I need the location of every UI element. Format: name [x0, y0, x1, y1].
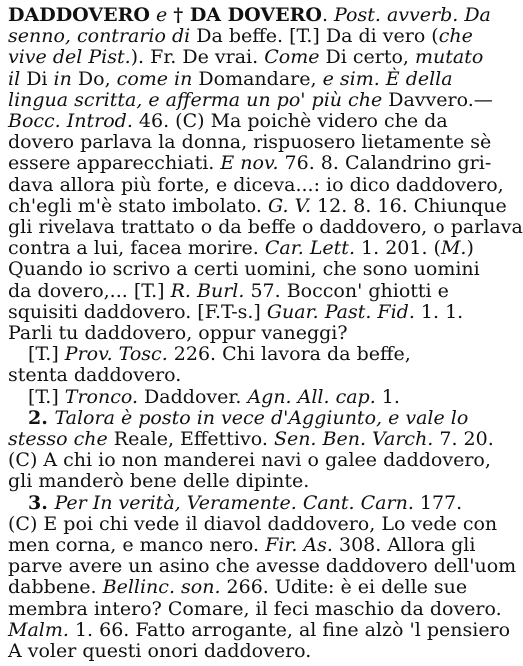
entry-text-segment: 308. Allora gli [332, 534, 476, 556]
entry-text-segment: dabbene. [8, 576, 103, 599]
entry-text-segment: 1. 1. [414, 300, 464, 323]
entry-text-segment: Post. avverb. Da [334, 4, 491, 26]
entry-text-segment: DADDOVERO [8, 4, 150, 26]
entry-text-segment: 2. [28, 406, 55, 429]
entry-text-segment: dovero parlava la donna, rispuosero lietamente sè [8, 131, 492, 154]
entry-text-segment: (C) E poi chi vede il diavol daddovero, Lo vede con [8, 512, 498, 535]
entry-text-segment: Per [54, 491, 87, 514]
entry-text-segment: 7. 20. [433, 428, 494, 450]
entry-text-segment: Daddover. [138, 385, 248, 408]
entry-text-segment: 1. 66. Fatto arrogante, al fine alzò 'l pensiero [68, 618, 511, 641]
entry-text-segment: Bellinc. son. [102, 576, 221, 599]
entry-text-segment: ) [466, 237, 474, 260]
entry-text-segment: 76. 8. Calandrino gri- [278, 152, 492, 175]
entry-line [8, 638, 464, 664]
entry-text-segment: squisiti daddovero. [F.T-s.] [8, 300, 267, 323]
entry-text-segment: stesso che [8, 428, 108, 450]
entry-text-segment: In verità, Veramente. [86, 491, 303, 514]
entry-text-segment: Talora è posto in vece d'Aggiunto, e vale lo [54, 406, 469, 429]
entry-text-segment: senno, contrario di [8, 25, 191, 48]
entry-text-segment: Di [20, 67, 54, 90]
entry-text-segment: ch'egli m'è stato imbolato. [8, 194, 268, 217]
entry-text-segment: (C) A chi io non manderei navi o galee daddovero, [8, 449, 491, 472]
entry-text-segment: e sim. È della [322, 67, 453, 90]
entry-text-segment: essere apparecchiati. [8, 152, 221, 175]
entry-text-segment: Da beffe. [T.] Da di vero ( [190, 25, 439, 48]
entry-text-segment: 57. Boccon' ghiotti e [244, 279, 449, 302]
entry-text-segment: Bocc. Introd. [8, 110, 133, 132]
entry-text-segment: gli rivelava trattato o da beffe o daddovero, o parlava [8, 216, 523, 238]
entry-text-segment: vive del Pist. [8, 46, 131, 69]
entry-text-segment: lingua scritta, e afferma un po' più che [8, 88, 383, 111]
entry-text-segment: E nov. [220, 152, 279, 175]
entry-text-segment: 3. [28, 491, 55, 514]
entry-text-segment: da dovero,... [T.] [8, 279, 171, 302]
entry-text-segment: . [321, 4, 335, 26]
entry-text-segment: Car. Lett. [264, 237, 355, 260]
entry-text-segment: 1. [375, 385, 400, 408]
entry-text-segment: 1. 201. ( [355, 237, 441, 260]
entry-text-segment: Cant. Carn. [302, 491, 414, 514]
entry-text-segment: Domandare, [192, 67, 323, 90]
entry-text-segment: dava allora più forte, e diceva...: io dico daddovero, [8, 173, 504, 196]
entry-text-segment: R. Burl. [170, 279, 245, 302]
entry-text-segment: che [438, 25, 473, 48]
entry-text-segment: stenta daddovero. [8, 364, 182, 387]
entry-text-segment: contra a lui, facea morire. [8, 237, 265, 260]
entry-text-segment: 12. 8. 16. Chiunque [311, 194, 507, 217]
entry-text-segment: Quando io scrivo a certi uomini, che sono uomini [8, 258, 480, 281]
entry-text-segment: M. [440, 237, 467, 260]
entry-text-segment: Do, [71, 67, 117, 90]
entry-text-segment: Tronco. [64, 385, 139, 408]
entry-text-segment: Malm. [8, 618, 69, 641]
entry-text-segment: come in [116, 67, 193, 90]
entry-text-segment: G. V. [267, 194, 312, 217]
entry-text-segment: A voler questi onori daddovero. [8, 640, 312, 662]
entry-text-segment: 266. Udite: è ei delle sue [220, 576, 468, 599]
entry-text-segment: Sen. Ben. Varch. [273, 428, 434, 450]
entry-text-segment: Fir. As. [265, 534, 333, 556]
entry-text-segment: parve avere un asino che avesse daddovero dell'uom [8, 555, 517, 578]
entry-text-segment: Reale, Effettivo. [107, 428, 274, 450]
entry-text-segment: Guar. Past. Fid. [266, 300, 415, 323]
entry-text-segment: 226. Chi lavora da beffe, [167, 343, 411, 366]
entry-text-segment: il [8, 67, 21, 90]
entry-text-segment: gli manderò bene delle dipinte. [8, 470, 310, 493]
entry-text-segment: mutato [414, 46, 484, 69]
entry-text-segment: 46. (C) Ma poichè videro che da [132, 110, 448, 132]
entry-text-segment: † DA DOVERO [173, 4, 322, 26]
entry-text-segment: in [53, 67, 72, 90]
entry-text-segment: Agn. All. cap. [247, 385, 376, 408]
entry-text-segment: Come [264, 46, 320, 69]
entry-text-segment: [T.] [28, 343, 65, 366]
entry-text-segment: Prov. Tosc. [64, 343, 168, 366]
entry-text-segment: 177. [413, 491, 463, 514]
entry-text-segment: ). Fr. De vrai. [130, 46, 265, 69]
entry-text-segment: [T.] [28, 385, 65, 408]
entry-text-segment: men corna, e manco nero. [8, 534, 266, 556]
entry-text-segment: Davvero.— [382, 88, 493, 111]
entry-text-segment: Di certo, [319, 46, 415, 69]
entry-text-segment: Parli tu daddovero, oppur vaneggi? [8, 322, 348, 344]
entry-text-segment: membra intero? Comare, il feci maschio da dovero. [8, 597, 502, 620]
entry-text-segment: e [149, 4, 174, 26]
